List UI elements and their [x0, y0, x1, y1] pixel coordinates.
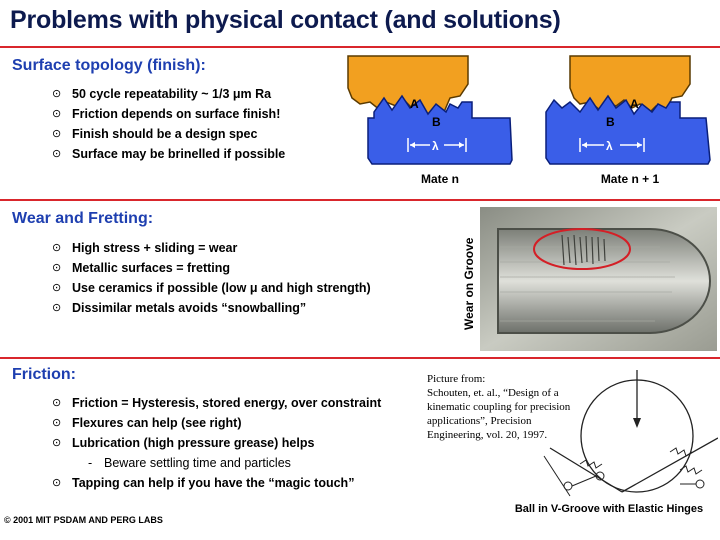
bullet-icon: ⊙: [52, 128, 62, 140]
section-divider: [0, 357, 720, 359]
list-item: [50, 473, 354, 493]
list-item: [50, 258, 371, 278]
reference-line: Engineering, vol. 20, 1997.: [427, 429, 548, 441]
label-b: B: [432, 115, 441, 129]
section-heading-wear-fretting: Wear and Fretting:: [12, 210, 154, 227]
section-heading-surface-topology: Surface topology (finish):: [12, 57, 206, 74]
sub-bullet-text: Beware settling time and particles: [104, 456, 291, 470]
footer-copyright: © 2001 MIT PSDAM AND PERG LABS: [4, 515, 163, 525]
bullet-text: Use ceramics if possible (low μ and high strength): [72, 281, 371, 295]
spring-icon: [680, 466, 702, 474]
bullet-text: Tapping can help if you have the “magic touch”: [72, 476, 355, 490]
list-item: [50, 124, 285, 144]
figure-caption-ball-v-groove: Ball in V-Groove with Elastic Hinges: [514, 503, 704, 515]
reference-line: applications”, Precision: [427, 415, 532, 427]
list-item: [50, 84, 285, 104]
title-divider: [0, 46, 720, 48]
reference-line: Schouten, et. al., “Design of a: [427, 387, 559, 399]
bullet-icon: ⊙: [52, 242, 62, 254]
bullet-icon: ⊙: [52, 302, 62, 314]
photo-label-wear-on-groove: Wear on Groove: [462, 237, 476, 330]
surface-contact-diagram-mate-n: [340, 54, 520, 170]
bullet-icon: ⊙: [52, 262, 62, 274]
surface-contact-diagram-mate-n-plus-1: [540, 54, 720, 170]
bullet-icon: ⊙: [52, 282, 62, 294]
wear-fretting-bullet-list: [50, 238, 371, 318]
list-item: [50, 433, 381, 453]
wear-groove-photo: [480, 207, 717, 351]
bullet-icon: ⊙: [52, 88, 62, 100]
list-item: [50, 278, 371, 298]
bullet-icon: ⊙: [52, 417, 62, 429]
list-item: [50, 238, 371, 258]
bullet-icon: ⊙: [52, 397, 62, 409]
bullet-text: Flexures can help (see right): [72, 416, 242, 430]
reference-line: Picture from:: [427, 373, 486, 385]
bullet-text: Friction depends on surface finish!: [72, 107, 281, 121]
label-a: A: [410, 97, 419, 111]
bullet-icon: ⊙: [52, 477, 62, 489]
bullet-text: Friction = Hysteresis, stored energy, over constraint: [72, 396, 382, 410]
label-lambda: λ: [432, 139, 439, 153]
friction-bullet-list-continued: [50, 473, 354, 493]
force-arrowhead-icon: [633, 418, 641, 428]
bullet-icon: ⊙: [52, 148, 62, 160]
list-item: [50, 298, 371, 318]
bullet-text: Lubrication (high pressure grease) helps: [72, 436, 315, 450]
bullet-text: Finish should be a design spec: [72, 127, 258, 141]
list-item: [50, 104, 285, 124]
bullet-text: Dissimilar metals avoids “snowballing”: [72, 301, 307, 315]
bullet-text: 50 cycle repeatability ~ 1/3 μm Ra: [72, 87, 272, 101]
list-item: [50, 393, 381, 413]
groove-flank-left: [550, 448, 622, 492]
reference-line: kinematic coupling for precision: [427, 401, 571, 413]
bullet-icon: ⊙: [52, 437, 62, 449]
list-item: [50, 413, 381, 433]
list-item: [50, 144, 285, 164]
page-title: Problems with physical contact (and solutions): [10, 6, 561, 34]
lower-surface: [546, 96, 710, 164]
bullet-icon: ⊙: [52, 108, 62, 120]
label-b: B: [606, 115, 615, 129]
friction-bullet-list: [50, 393, 381, 453]
ball-v-groove-diagram: [540, 366, 718, 498]
surface-topology-bullet-list: [50, 84, 285, 164]
label-lambda: λ: [606, 139, 613, 153]
sub-bullet-dash: -: [88, 456, 93, 470]
caption-mate-n-plus-1: Mate n + 1: [600, 172, 660, 186]
bullet-text: High stress + sliding = wear: [72, 241, 238, 255]
hinge-pin-icon: [696, 480, 704, 488]
bullet-text: Metallic surfaces = fretting: [72, 261, 231, 275]
hinge-pin-icon: [564, 482, 572, 490]
section-heading-friction: Friction:: [12, 366, 76, 383]
label-a: A: [630, 97, 639, 111]
section-divider: [0, 199, 720, 201]
caption-mate-n: Mate n: [420, 172, 459, 186]
spring-icon: [670, 448, 692, 456]
hinge-link: [572, 476, 596, 486]
bullet-text: Surface may be brinelled if possible: [72, 147, 286, 161]
